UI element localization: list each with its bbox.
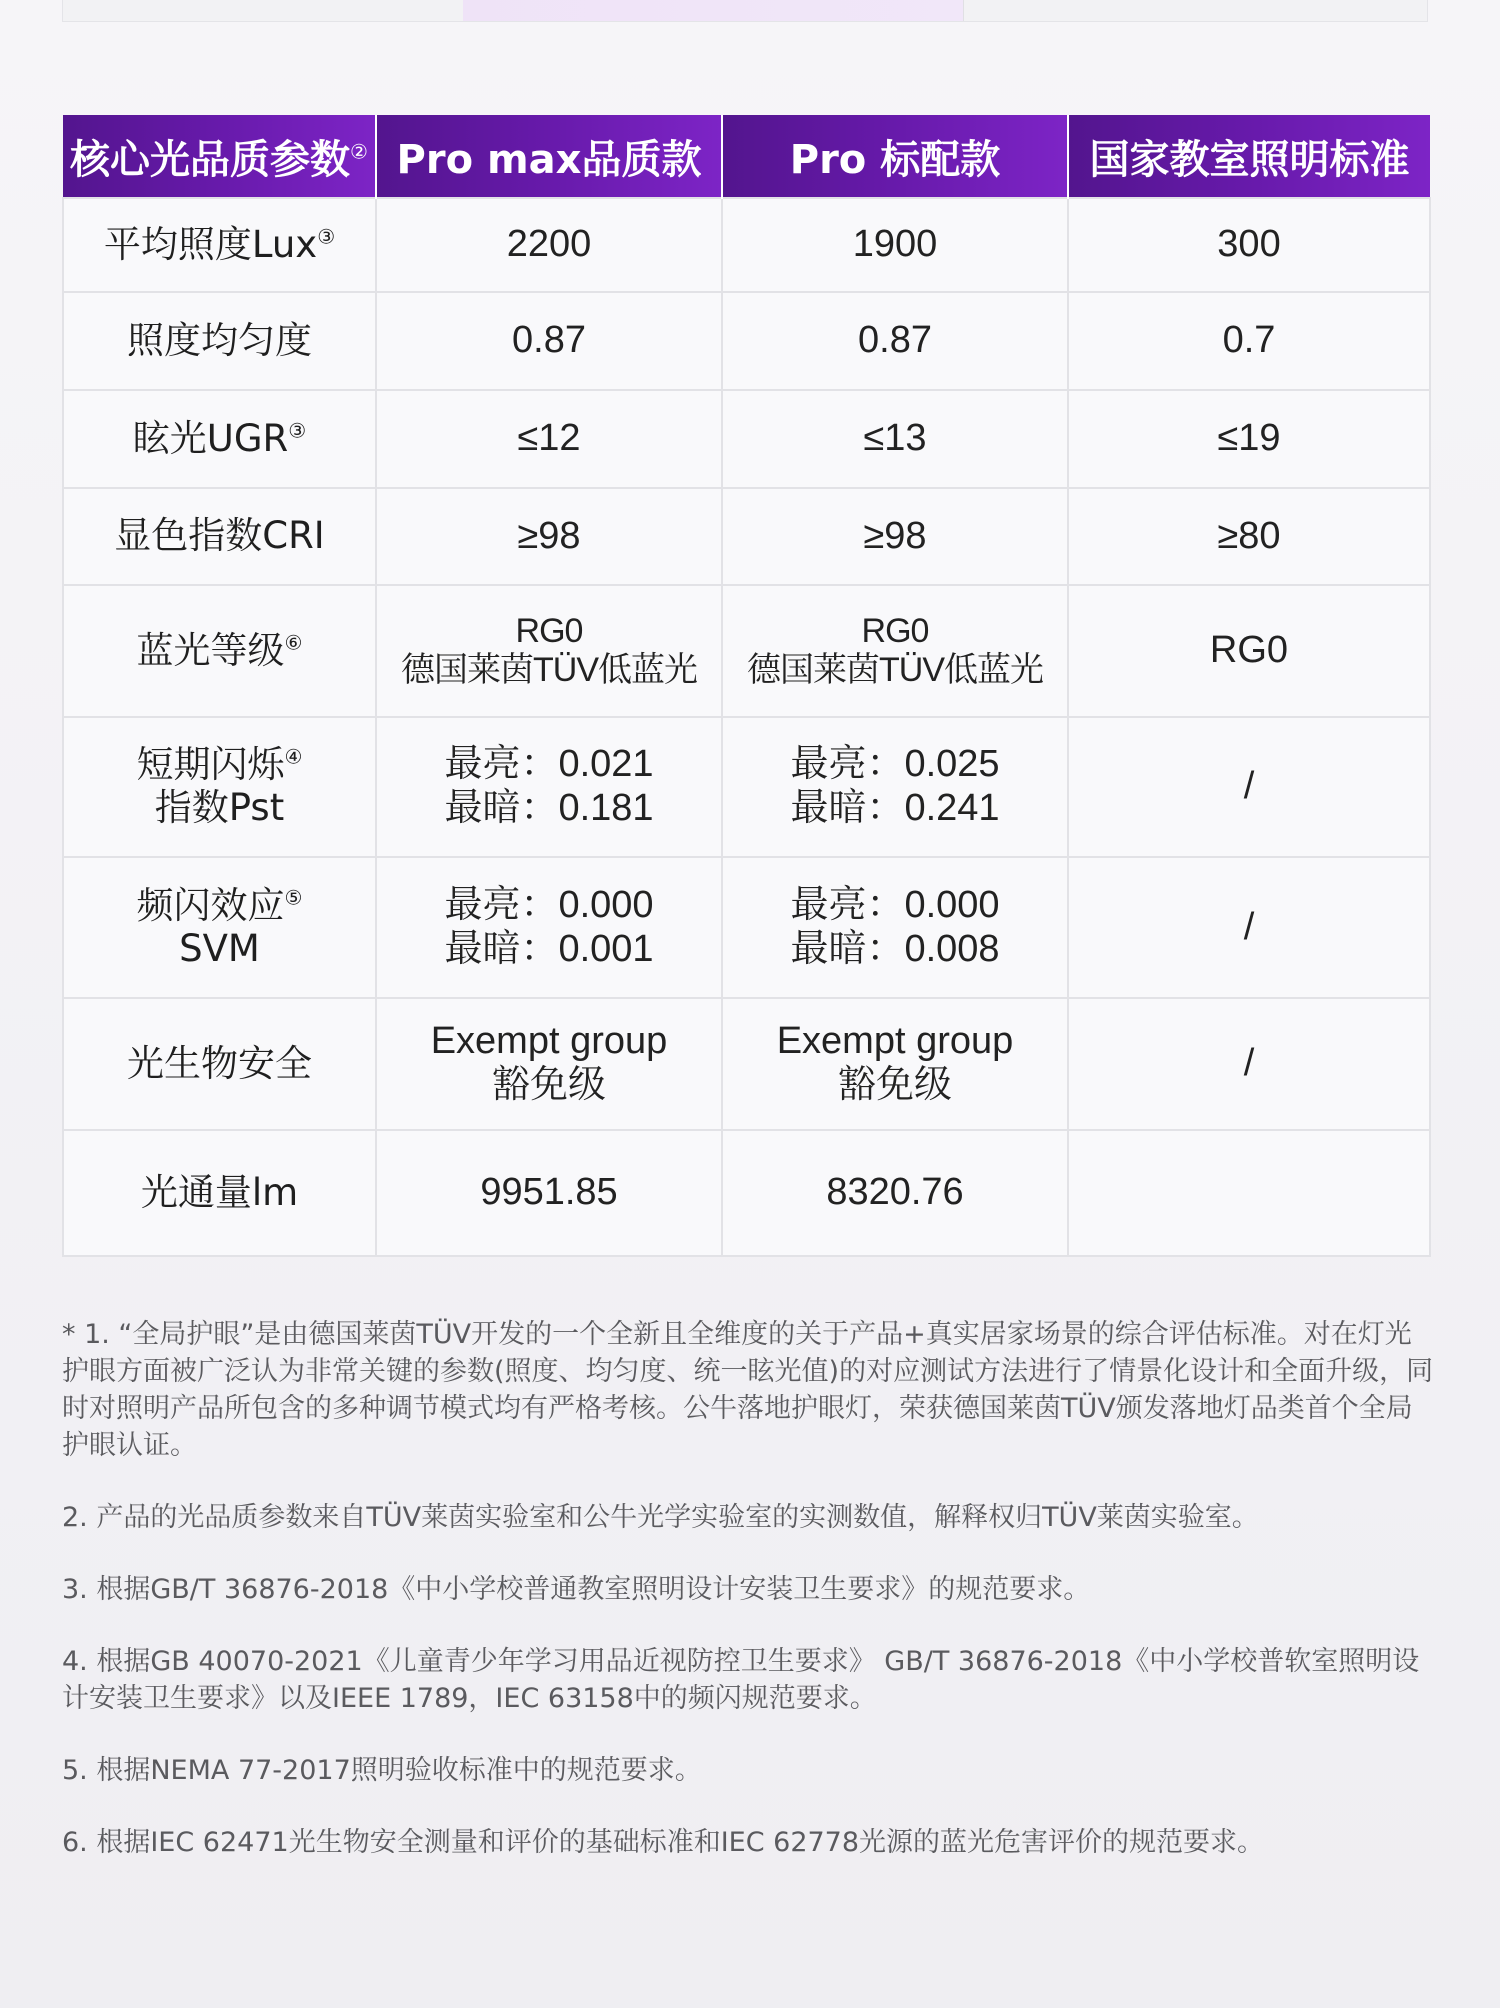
table-row: [63, 390, 1430, 488]
parameter-label: 显色指数CRI: [63, 488, 376, 585]
standard-value: ≤19: [1068, 390, 1430, 488]
table-row: [63, 998, 1430, 1130]
footnote-ref: ③: [288, 418, 307, 443]
parameter-label: 频闪效应⑤ SVM: [63, 857, 376, 998]
pro-value: ≥98: [722, 488, 1068, 585]
strip-segment-highlight: [463, 0, 963, 21]
pro-value: Exempt group 豁免级: [722, 998, 1068, 1130]
footnote-ref: ②: [350, 139, 368, 164]
previous-section-strip: [62, 0, 1428, 22]
footnote-ref: ④: [284, 745, 303, 770]
pro-value: 1900: [722, 198, 1068, 292]
parameter-label: 短期闪烁④ 指数Pst: [63, 717, 376, 857]
footnotes: [62, 1316, 1434, 1896]
table-row: [63, 585, 1430, 717]
standard-value: /: [1068, 998, 1430, 1130]
strip-segment: [963, 0, 1427, 21]
parameter-label: 照度均匀度: [63, 292, 376, 390]
footnote: 2. 产品的光品质参数来自TÜV莱茵实验室和公牛光学实验室的实测数值，解释权归TÜV莱茵实验室。: [62, 1502, 1259, 1533]
pro-value: 最亮：0.025 最暗：0.241: [722, 717, 1068, 857]
strip-segment: [63, 0, 463, 21]
header-pro: Pro 标配款: [722, 115, 1068, 198]
pro-value: RG0 德国莱茵TÜV低蓝光: [722, 585, 1068, 717]
standard-value: 300: [1068, 198, 1430, 292]
header-pro-max: Pro max品质款: [376, 115, 722, 198]
pro-max-value: RG0 德国莱茵TÜV低蓝光: [376, 585, 722, 717]
table-row: [63, 1130, 1430, 1256]
pro-max-value: 2200: [376, 198, 722, 292]
light-quality-comparison-table: [62, 115, 1431, 1257]
pro-max-value: ≤12: [376, 390, 722, 488]
pro-max-value: 9951.85: [376, 1130, 722, 1256]
header-parameter: 核心光品质参数②: [63, 115, 376, 198]
footnote-ref: ⑤: [284, 885, 303, 910]
parameter-label: 光通量lm: [63, 1130, 376, 1256]
standard-value: 0.7: [1068, 292, 1430, 390]
header-national-standard: 国家教室照明标准: [1068, 115, 1430, 198]
pro-max-value: 0.87: [376, 292, 722, 390]
standard-value: /: [1068, 717, 1430, 857]
table-body: [63, 198, 1430, 1256]
standard-value: /: [1068, 857, 1430, 998]
table-row: [63, 857, 1430, 998]
pro-max-value: 最亮：0.021 最暗：0.181: [376, 717, 722, 857]
parameter-label: 光生物安全: [63, 998, 376, 1130]
pro-max-value: Exempt group 豁免级: [376, 998, 722, 1130]
standard-value: RG0: [1068, 585, 1430, 717]
table-row: [63, 488, 1430, 585]
table-row: [63, 198, 1430, 292]
footnote: * 1. “全局护眼”是由德国莱茵TÜV开发的一个全新且全维度的关于产品+真实居家场景的综合评估标准。对在灯光护眼方面被广泛认为非常关键的参数(照度、均匀度、统一眩光值)的对应测试方法进行了情景化设计和全面升级，同时对照明产品所包含的多种调节模式均有严格考核。公牛落地护眼灯，荣获德国莱茵TÜV颁发落地灯品类首个全局护眼认证。: [62, 1319, 1434, 1461]
pro-max-value: 最亮：0.000 最暗：0.001: [376, 857, 722, 998]
footnote-ref: ③: [317, 224, 336, 249]
parameter-label: 眩光UGR③: [63, 390, 376, 488]
pro-value: 0.87: [722, 292, 1068, 390]
pro-value: ≤13: [722, 390, 1068, 488]
footnote: 4. 根据GB 40070-2021《儿童青少年学习用品近视防控卫生要求》 GB/T 36876-2018《中小学校普软室照明设计安装卫生要求》以及IEEE 1789，IEC 63158中的频闪规范要求。: [62, 1646, 1420, 1714]
pro-value: 8320.76: [722, 1130, 1068, 1256]
footnote: 3. 根据GB/T 36876-2018《中小学校普通教室照明设计安装卫生要求》的规范要求。: [62, 1574, 1091, 1605]
table-row: [63, 717, 1430, 857]
pro-max-value: ≥98: [376, 488, 722, 585]
table-header-row: [63, 115, 1430, 198]
footnote: 5. 根据NEMA 77-2017照明验收标准中的规范要求。: [62, 1755, 702, 1786]
standard-value: ≥80: [1068, 488, 1430, 585]
table-row: [63, 292, 1430, 390]
parameter-label: 蓝光等级⑥: [63, 585, 376, 717]
footnote-ref: ⑥: [284, 630, 303, 655]
standard-value: [1068, 1130, 1430, 1256]
pro-value: 最亮：0.000 最暗：0.008: [722, 857, 1068, 998]
footnote: 6. 根据IEC 62471光生物安全测量和评价的基础标准和IEC 62778光源的蓝光危害评价的规范要求。: [62, 1827, 1265, 1858]
parameter-label: 平均照度Lux③: [63, 198, 376, 292]
